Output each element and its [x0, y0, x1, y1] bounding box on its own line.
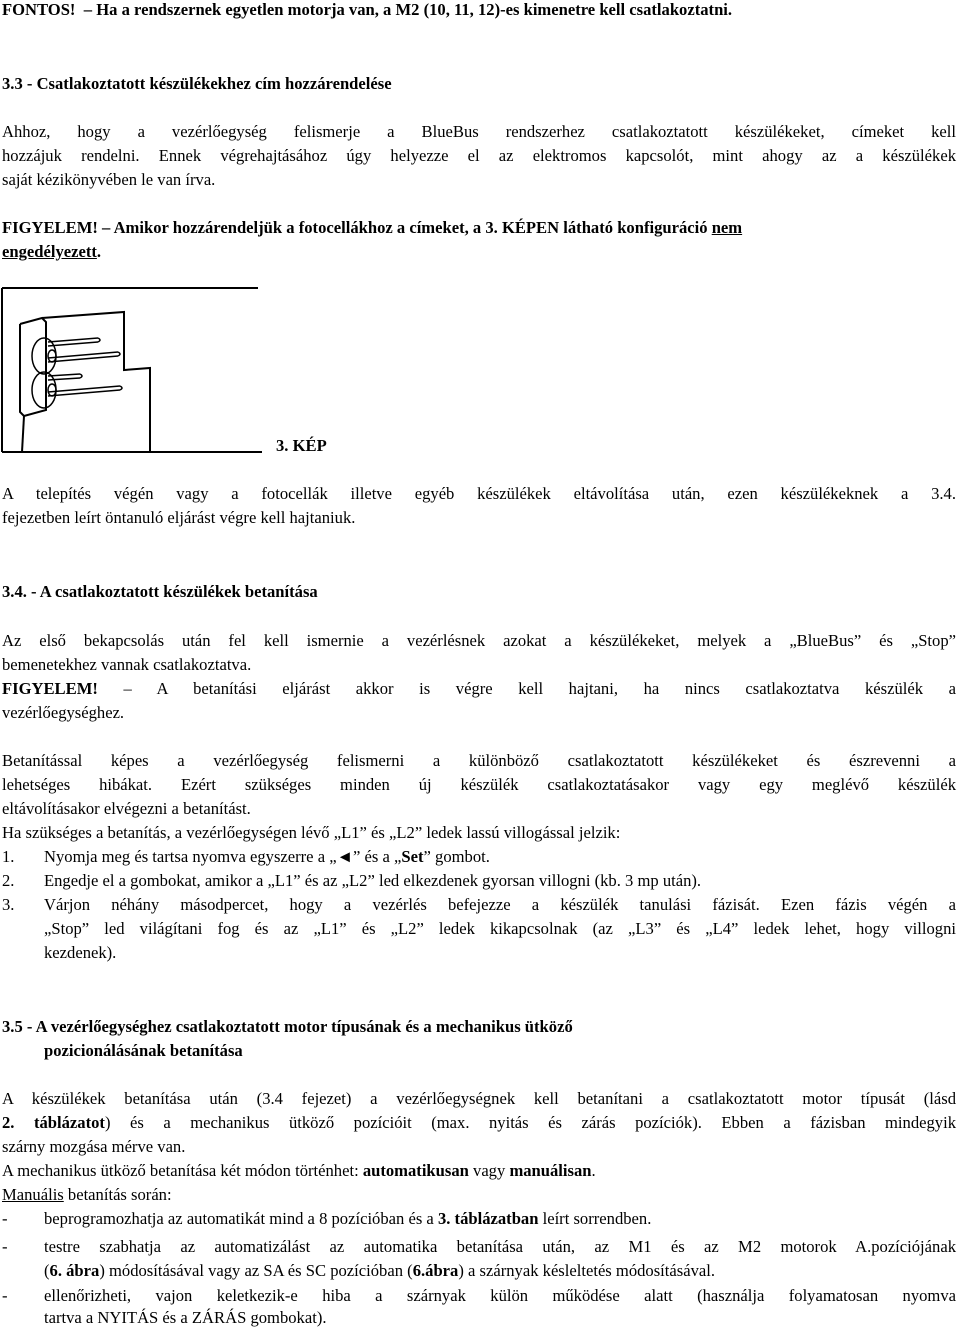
section-3-5-paragraph-line: 2. táblázatot) és a mechanikus ütköző pozícióit (max. nyitás és zárás pozíciók). Ebben a fázisban mindegyik	[2, 1113, 956, 1132]
top-warning: FONTOS! – Ha a rendszernek egyetlen motorja van, a M2 (10, 11, 12)-es kimenetre kell csatlakoztatni.	[2, 0, 733, 19]
section-3-4-paragraph-line: eltávolításakor elvégezni a betanítást.	[2, 799, 251, 818]
section-3-3-paragraph-line: saját kézikönyvében le van írva.	[2, 170, 216, 189]
figure-caption: 3. KÉP	[276, 436, 327, 455]
figure-photocells-illustration	[0, 282, 340, 458]
section-3-5-paragraph-line: A készülékek betanítása után (3.4 fejezet) a vezérlőegységnek kell betanítani a csatlakoztatott motor típusát (lásd	[2, 1089, 956, 1108]
section-3-3-paragraph-line: A telepítés végén vagy a fotocellák illetve egyéb készülékek eltávolítása után, ezen készülékeknek a 3.4.	[2, 484, 956, 503]
section-3-5-paragraph-line: szárny mozgása mérve van.	[2, 1137, 186, 1156]
section-3-4-note: FIGYELEM! – A betanítási eljárást akkor is végre kell hajtani, ha nincs csatlakoztatva készülék a	[2, 679, 956, 698]
figyelem-note-line2: engedélyezett.	[2, 242, 102, 261]
section-3-4-paragraph-line: Betanítással képes a vezérlőegység felismerni a különböző csatlakoztatott készülékeket és észrevenni a	[2, 751, 956, 770]
section-3-4-paragraph-line: Az első bekapcsolás után fel kell ismernie a vezérlésnek azokat a készülékeket, melyek a „BlueBus” és „Stop”	[2, 631, 956, 650]
nem-underlined: nem	[711, 218, 743, 237]
section-3-3-paragraph-line: hozzájuk rendelni. Ennek végrehajtásához úgy helyezze el az elektromos kapcsolót, mint ahogy az a készülékek	[2, 146, 956, 165]
section-3-4-paragraph-line: bemenetekhez vannak csatlakoztatva.	[2, 655, 252, 674]
figyelem-label: FIGYELEM!	[2, 218, 98, 237]
figyelem-note: FIGYELEM! – Amikor hozzárendeljük a fotocellákhoz a címeket, a 3. KÉPEN látható konfiguráció nem	[2, 218, 743, 237]
document-page: FONTOS! – Ha a rendszernek egyetlen motorja van, a M2 (10, 11, 12)-es kimenetre kell csatlakoztatni. 3.3 - Csatlakoztatott készülékekhez cím hozzárendelése Ahhoz, hogy a vezérlőegység felismerje a BlueBus rendszerhez csatlakoztatott készülékeket, címeket kell hozzájuk rendelni. Ennek végrehajtásához úgy helyezze el az elektromos kapcsolót, mint ahogy az a készülékek saját kézikönyvében le van írva. FIGYELEM! – Amikor hozzárendeljük a fotocellákhoz a címeket, a 3. KÉPEN látható konfiguráció nem engedélyezett. 3. KÉP A telepítés végén vagy a fotocellák illetve egyéb készülékek eltávolítása után, ezen készülékeknek a 3.4. fejezetben leírt öntanuló eljárást végre kell hajtaniuk. 3.4. - A csatlakoztatott készülékek betanítása Az első bekapcsolás után fel kell ismernie a vezérlésnek azokat a készülékeket, melyek a „BlueBus” és „Stop” bemenetekhez vannak csatlakoztatva. FIGYELEM! – A betanítási eljárást akkor is végre kell hajtani, ha nincs csatlakoztatva készülék a vezérlőegységhez. Betanítással képes a vezérlőegység felismerni a különböző csatlakoztatott készülékeket és észrevenni a lehetséges hibákat. Ezért szükséges minden új készülék csatlakoztatásakor vagy egy meglévő készülék eltávolításakor elvégezni a betanítást. Ha szükséges a betanítás, a vezérlőegységen lévő „L1” és „L2” ledek lassú villogással jelzik: 1. Nyomja meg és tartsa nyomva egyszerre a „◄” és a „Set” gombot. 2. Engedje el a gombokat, amikor a „L1” és az „L2” led elkezdenek gyorsan villogni (kb. 3 mp után). 3. Várjon néhány másodpercet, hogy a vezérlés befejezze a készülék tanulási fázisát. Ezen fázis végén a „Stop” led világítani fog és az „L1” és „L2” ledek kikapcsolnak (az „L3” és „L4” ledek lehet, hogy villogni kezdenek). 3.5 - A vezérlőegységhez csatlakoztatott motor típusának és a mechanikus ütköző pozicionálásának betanítása A készülékek betanítása után (3.4 fejezet) a vezérlőegységnek kell betanítani a csatlakoztatott motor típusát (lásd 2. táblázatot) és a mechanikus ütköző pozícióit (max. nyitás és zárás pozíciók). Ebben a fázisban mindegyik szárny mozgása mérve van. A mechanikus ütköző betanítása két módon történhet: automatikusan vagy manuálisan. Manuális betanítás során: - beprogramozhatja az automatikát mind a 8 pozícióban és a 3. táblázatban leírt sorrendben. - testre szabhatja az automatizálást az automatika betanítása után, az M1 és az M2 motorok A.pozíciójának (6. ábra) módosításával vagy az SA és SC pozícióban (6.ábra) a szárnyak késleltetés módosításával. - ellenőrizheti, vajon keletkezik-e hiba a szárnyak külön működése alatt (használja folyamatosan nyomva tartva a NYITÁS és a ZÁRÁS gombokat).	[2, 0, 956, 1327]
figyelem-label: FIGYELEM!	[2, 679, 98, 698]
section-3-3-paragraph-line: Ahhoz, hogy a vezérlőegység felismerje a BlueBus rendszerhez csatlakoztatott készülékeket, címeket kell	[2, 122, 956, 141]
section-3-4-title: 3.4. - A csatlakoztatott készülékek betanítása	[2, 582, 318, 601]
section-3-5-title-line2: pozicionálásának betanítása	[44, 1041, 243, 1060]
section-3-4-note-line2: vezérlőegységhez.	[2, 703, 125, 722]
section-3-5-paragraph-line: A mechanikus ütköző betanítása két módon történhet: automatikusan vagy manuálisan.	[2, 1161, 596, 1180]
left-arrow-icon: ◄	[336, 847, 354, 866]
section-3-5-title: 3.5 - A vezérlőegységhez csatlakoztatott motor típusának és a mechanikus ütköző	[2, 1017, 573, 1036]
section-3-3-paragraph-line: fejezetben leírt öntanuló eljárást végre kell hajtaniuk.	[2, 508, 356, 527]
section-3-5-paragraph-line: Manuális betanítás során:	[2, 1185, 172, 1204]
warning-label: FONTOS!	[2, 0, 76, 19]
section-3-4-paragraph-line: lehetséges hibákat. Ezért szükséges minden új készülék csatlakoztatásakor vagy egy meglévő készülék	[2, 775, 956, 794]
warning-text: Ha a rendszernek egyetlen motorja van, a M2 (10, 11, 12)-es kimenetre kell csatlakoztatni.	[96, 0, 733, 19]
section-3-4-paragraph-line: Ha szükséges a betanítás, a vezérlőegységen lévő „L1” és „L2” ledek lassú villogással jelzik:	[2, 823, 621, 842]
section-3-3-title: 3.3 - Csatlakoztatott készülékekhez cím hozzárendelése	[2, 74, 392, 93]
